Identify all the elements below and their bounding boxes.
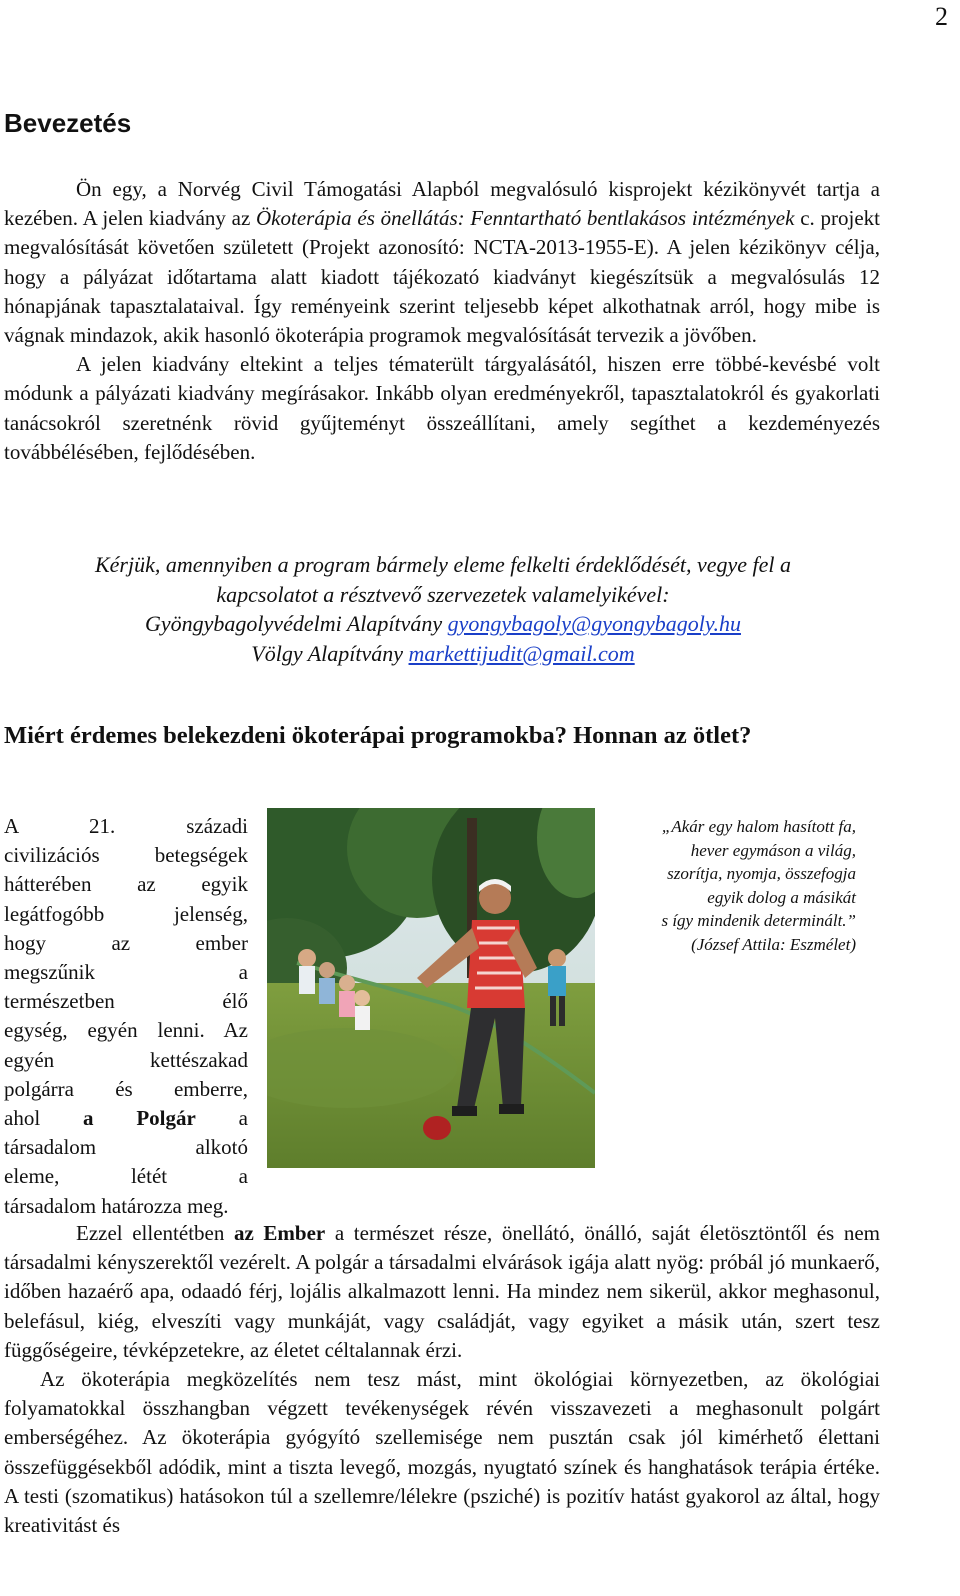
poem-quote <box>608 815 856 956</box>
ember-bold: az Ember <box>233 1221 326 1245</box>
intro-text-b: c. projekt megvalósítását követően született (Projekt azonosító: NCTA-2013-1955-E). A jelen kézikönyv célja, hogy a pályázat időtartama alatt kiadott tájékozató kiadványt kiegészítsük a megvalósulás 12 hónapjának tapasztalataival. Így reményeink szerint teljesebb képet alkothatnak arról, hogy mibe is vágnak mindazok, akik hasonló ökoterápia programok megvalósítását tervezik a jövőben. <box>4 206 880 348</box>
section-heading-bevezetes: Bevezetés <box>4 108 132 138</box>
left-line: legátfogóbb jelenség, <box>4 901 248 926</box>
intro-paragraph-2: A jelen kiadvány eltekint a teljes tématerült tárgyalásától, hiszen erre többé-kevésbé volt módunk a pályázati kiadvány megírásakor. Inkább olyan eredményekről, tapasztalatokról és gyakorlati tanácsokról szeretnénk rövid gyűjteményt összeállítani, amely segíthet a kezdeményezés továbbélésében, fejlődésében. <box>4 352 880 464</box>
body-paragraph-1 <box>4 1219 880 1365</box>
page-number: 2 <box>935 2 948 31</box>
photo-tug-of-war <box>267 808 595 1168</box>
polgar-bold: a Polgár <box>83 1106 196 1131</box>
quote-line: „Akár egy halom hasított fa, <box>661 817 856 836</box>
section-heading-why: Miért érdemes belekezdeni ökoterápai programokba? Honnan az ötlet? <box>4 722 752 749</box>
left-line-part: a <box>195 1106 248 1131</box>
quote-line: s így mindenik determinált.” <box>661 911 856 930</box>
intro-paragraph-1 <box>4 175 880 350</box>
left-line: természetben élő <box>4 989 248 1014</box>
contact-org-1 <box>0 609 886 639</box>
email-link-2[interactable]: markettijudit@gmail.com <box>408 640 635 666</box>
contact-org-2 <box>0 639 886 669</box>
left-line: egység, egyén lenni. Az <box>4 1018 248 1043</box>
project-title: Ökoterápia és önellátás: Fenntartható bentlakásos intézmények <box>256 206 795 231</box>
org-name-1: Gyöngybagolyvédelmi Alapítvány <box>145 611 448 636</box>
left-line: polgárra és emberre, <box>4 1076 248 1101</box>
left-line: megszűnik a <box>4 960 248 985</box>
body-paragraph-2: Az ökoterápia megközelítés nem tesz mást, mint ökológiai környezetben, az ökológiai folyamatokkal összhangban végzett tevékenységek révén visszavezeti a meghasonult polgárt emberségéhez. Az ökoterápia gyógyító szellemisége nem pusztán csak jól kimérhető élettani összefüggésekből adódik, mint a tiszta levegő, mozgás, nyugtató színek és hanghatások terápia értéke. A testi (szomatikus) hatásokon túl a szellemre/lélekre (psziché) is pozitív hatást gyakorol az által, hogy kreativitást és <box>4 1367 880 1538</box>
left-line: A 21. századi <box>4 814 248 838</box>
email-link-1[interactable]: gyongybagoly@gyongybagoly.hu <box>447 611 741 636</box>
intro-text-a: Ön egy, a Norvég Civil Támogatási Alapból megvalósuló kisprojekt kézikönyvét tartja a kezében. A jelen kiadvány az <box>4 177 880 231</box>
left-column-text <box>4 812 248 1221</box>
quote-attribution: (József Attila: Eszmélet) <box>691 934 856 954</box>
contact-line-1: Kérjük, amennyiben a program bármely eleme felkelti érdeklődését, vegye fel a <box>94 552 791 577</box>
intro-text <box>4 175 880 467</box>
left-line: hogy az ember <box>4 930 248 955</box>
left-line: eleme, létét a <box>4 1164 248 1189</box>
contact-block <box>0 550 886 668</box>
left-line: hátterében az egyik <box>4 872 248 897</box>
quote-line: szorítja, nyomja, összefogja <box>667 864 856 883</box>
left-line: egyén kettészakad <box>4 1047 248 1072</box>
body-text-a: Ezzel ellentétben <box>76 1221 234 1245</box>
contact-line-2: kapcsolatot a résztvevő szervezetek valamelyikével: <box>216 581 670 607</box>
quote-line: hever egymáson a világ, <box>690 840 856 860</box>
body-text-2 <box>4 1219 880 1540</box>
left-line <box>4 1104 248 1133</box>
quote-line: egyik dolog a másikát <box>707 887 856 907</box>
body-text-b: a természet része, önellátó, önálló, saját életösztöntől és nem társadalmi kényszerektől vezérelt. A polgár a társadalmi elvárások igája alatt nyög: próbál jó munkaerő, időben hazaérő apa, odaadó férj, lojális alkalmazott lenni. Ha mindez nem sikerül, akkor meghasonul, belefásul, kiég, elveszíti vagy munkáját, vagy családját, vagy egyiket a másik után, szert tesz függőségeire, tévképzetekre, az életet céltalannak érzi. <box>4 1221 880 1362</box>
left-line-part: ahol <box>4 1106 83 1131</box>
org-name-2: Völgy Alapítvány <box>251 640 409 666</box>
left-line: társadalom alkotó <box>4 1135 248 1160</box>
left-line: társadalom határozza meg. <box>4 1193 229 1218</box>
left-line: civilizációs betegségek <box>4 843 248 868</box>
